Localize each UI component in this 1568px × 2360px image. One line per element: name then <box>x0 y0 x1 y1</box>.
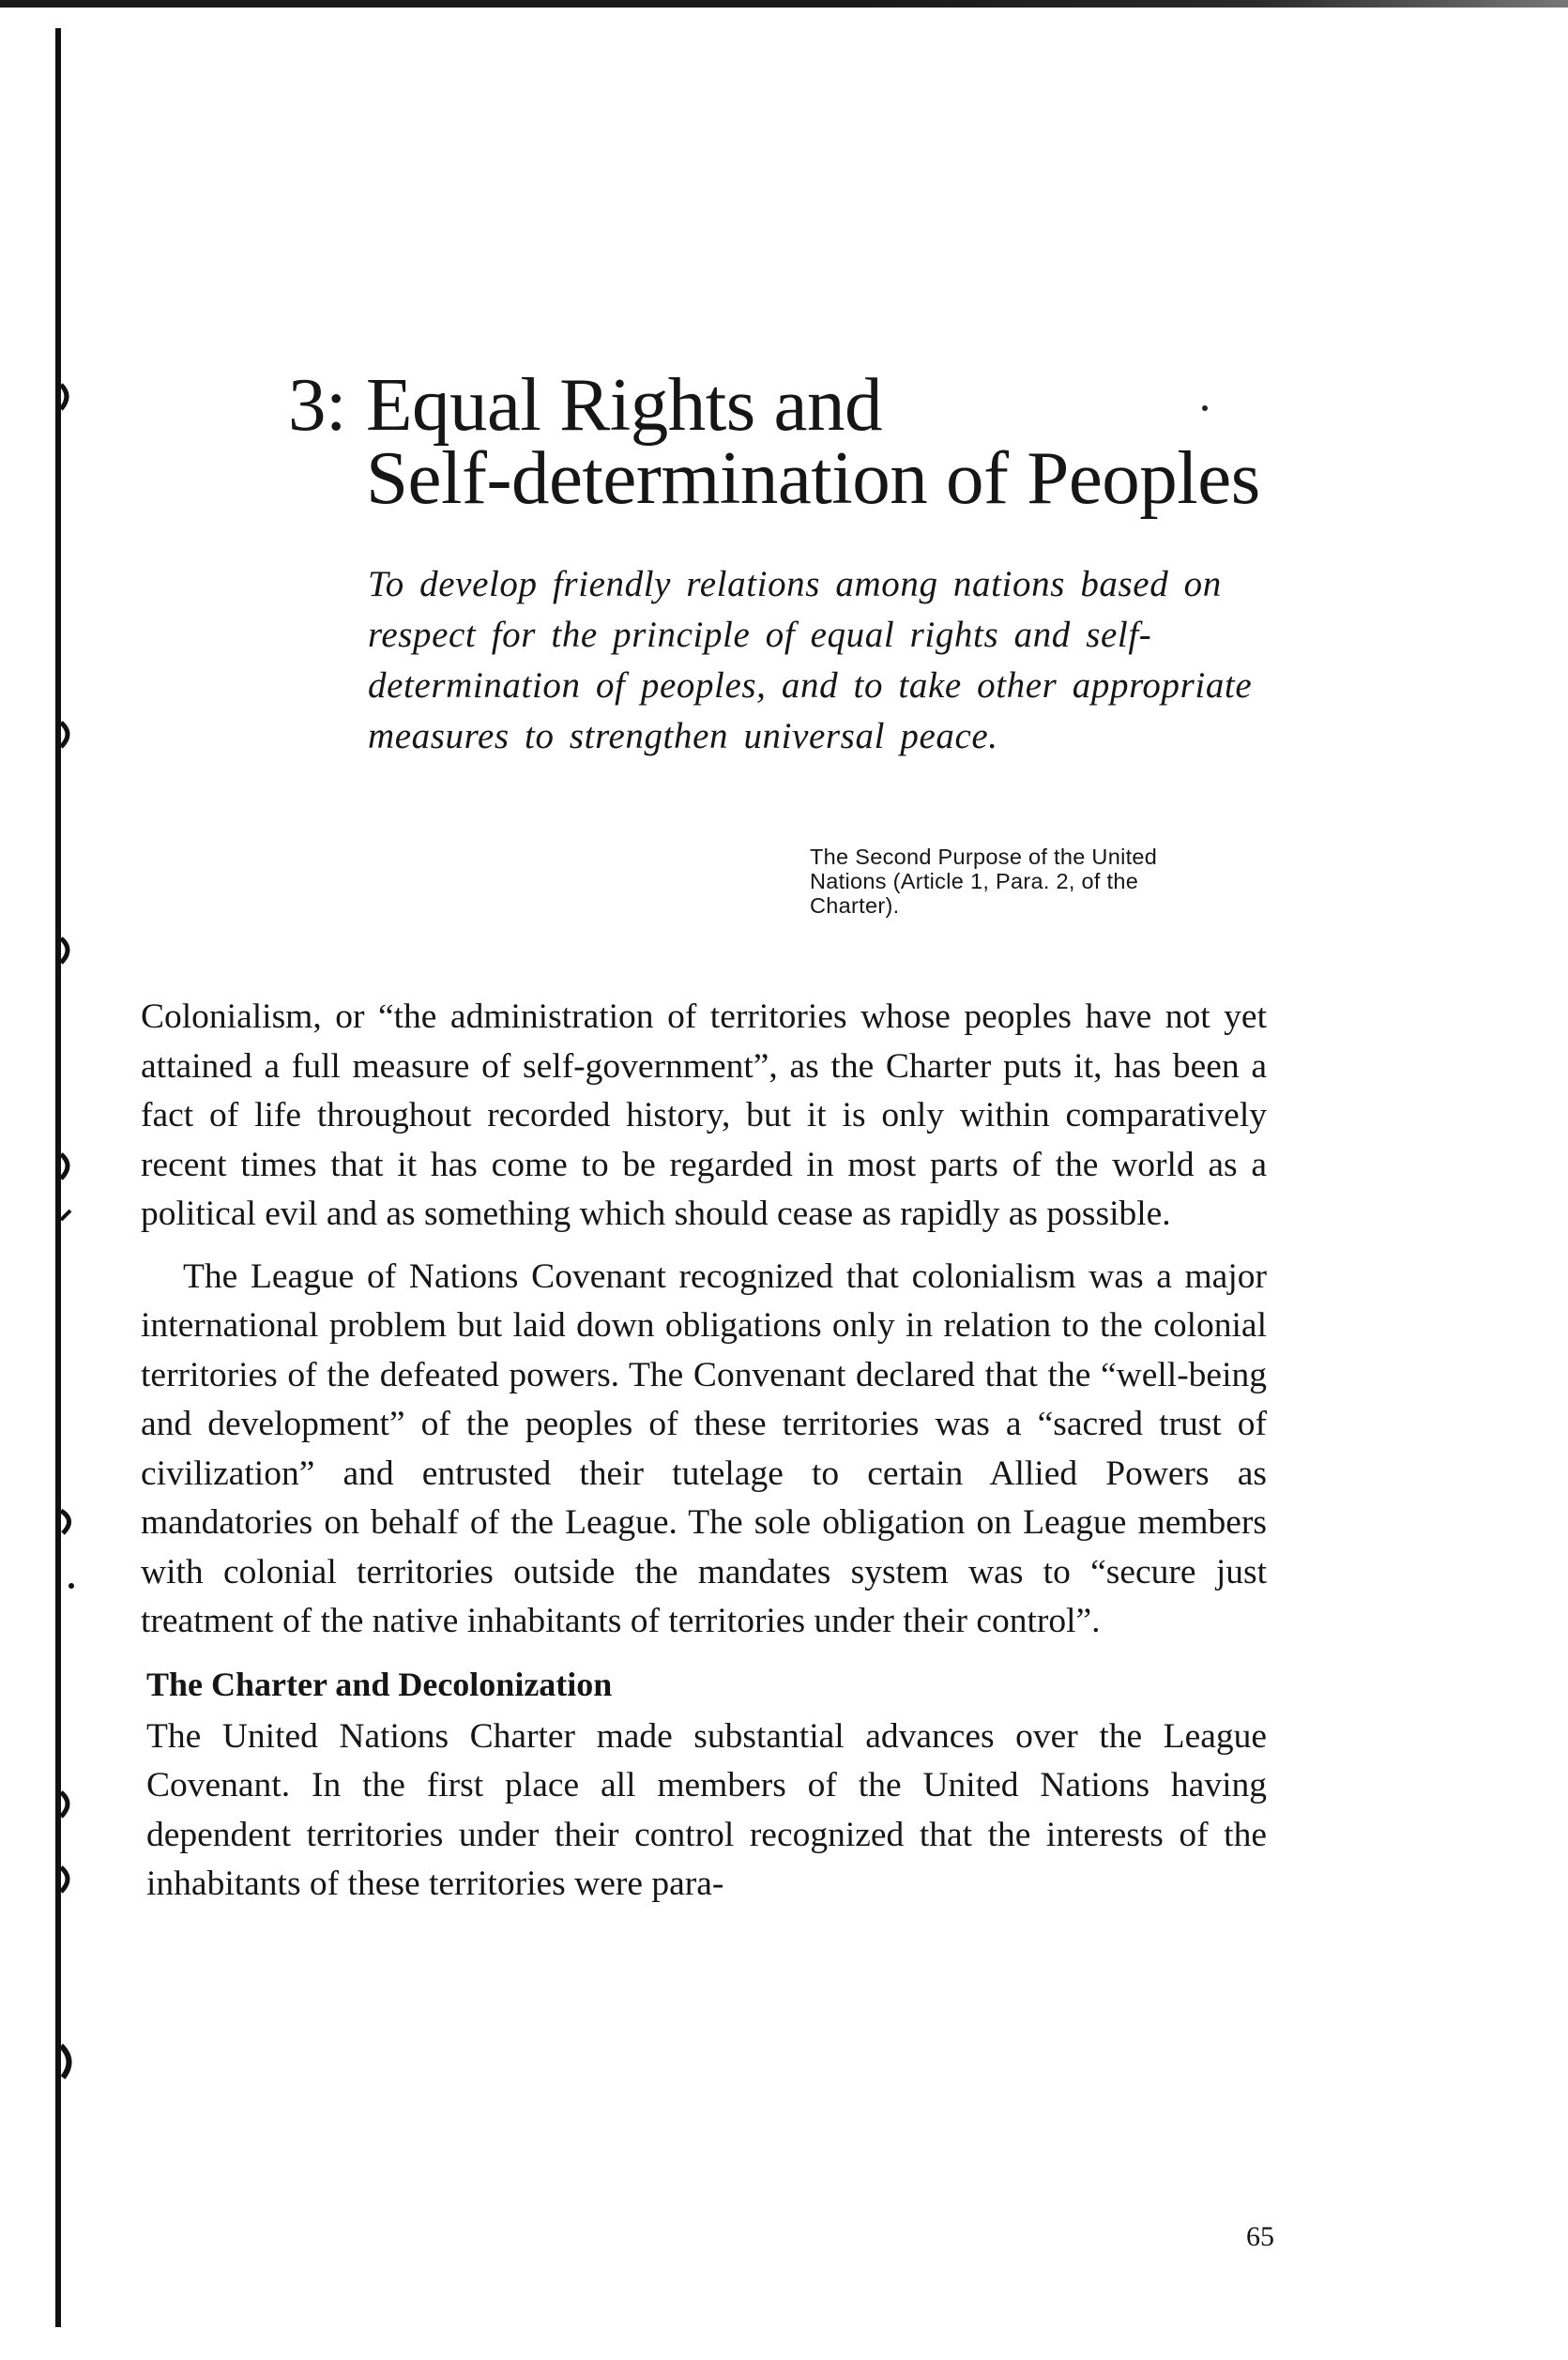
section-heading: The Charter and Decolonization <box>146 1665 613 1703</box>
stray-ink-dot <box>1202 405 1208 411</box>
binding-edge-shadow <box>53 28 101 2327</box>
page-number: 65 <box>1246 2221 1274 2252</box>
body-paragraph-2: The League of Nations Covenant recognized that colonialism was a major international problem but laid down obligations only in relation to the colonial territories of the defeated powers. The Convenant declared that the “well-being and development” of the peoples of these territories was a “sacred trust of civilization” and entrusted their tutelage to certain Allied Powers as mandatories on behalf of the League. The sole obligation on League members with colonial territories outside the mandates system was to “secure just treatment of the native inhabitants of territories under their control”. <box>141 1256 1267 1640</box>
section-paragraph-1: The United Nations Charter made substantial advances over the League Covenant. In the first place all members of the United Nations having dependent territories under their control recognized that the interests of the inhabitants of these territories were para- <box>146 1716 1267 1903</box>
chapter-number: 3: <box>288 362 347 447</box>
chapter-title-line-2: Self-determination of Peoples <box>366 435 1260 520</box>
body-text <box>141 993 1267 1910</box>
top-edge-shadow <box>0 0 1568 8</box>
epigraph-attribution: The Second Purpose of the United Nations (Article 1, Para. 2, of the Charter). <box>810 845 1158 918</box>
chapter-title-line-1: Equal Rights and <box>366 362 882 447</box>
body-paragraph-1: Colonialism, or “the administration of territories whose peoples have not yet attained a full measure of self-government”, as the Charter puts it, has been a fact of life throughout recorded history, but it is only within comparatively recent times that it has come to be regarded in most parts of the world as a political evil and as something which should cease as rapidly as possible. <box>141 997 1267 1233</box>
chapter-title <box>288 362 1320 520</box>
epigraph-quote: To develop friendly relations among nations based on respect for the principle of equal rights and self-determination of peoples, and to take other appropriate measures to strengthen universal peace. <box>368 564 1253 756</box>
